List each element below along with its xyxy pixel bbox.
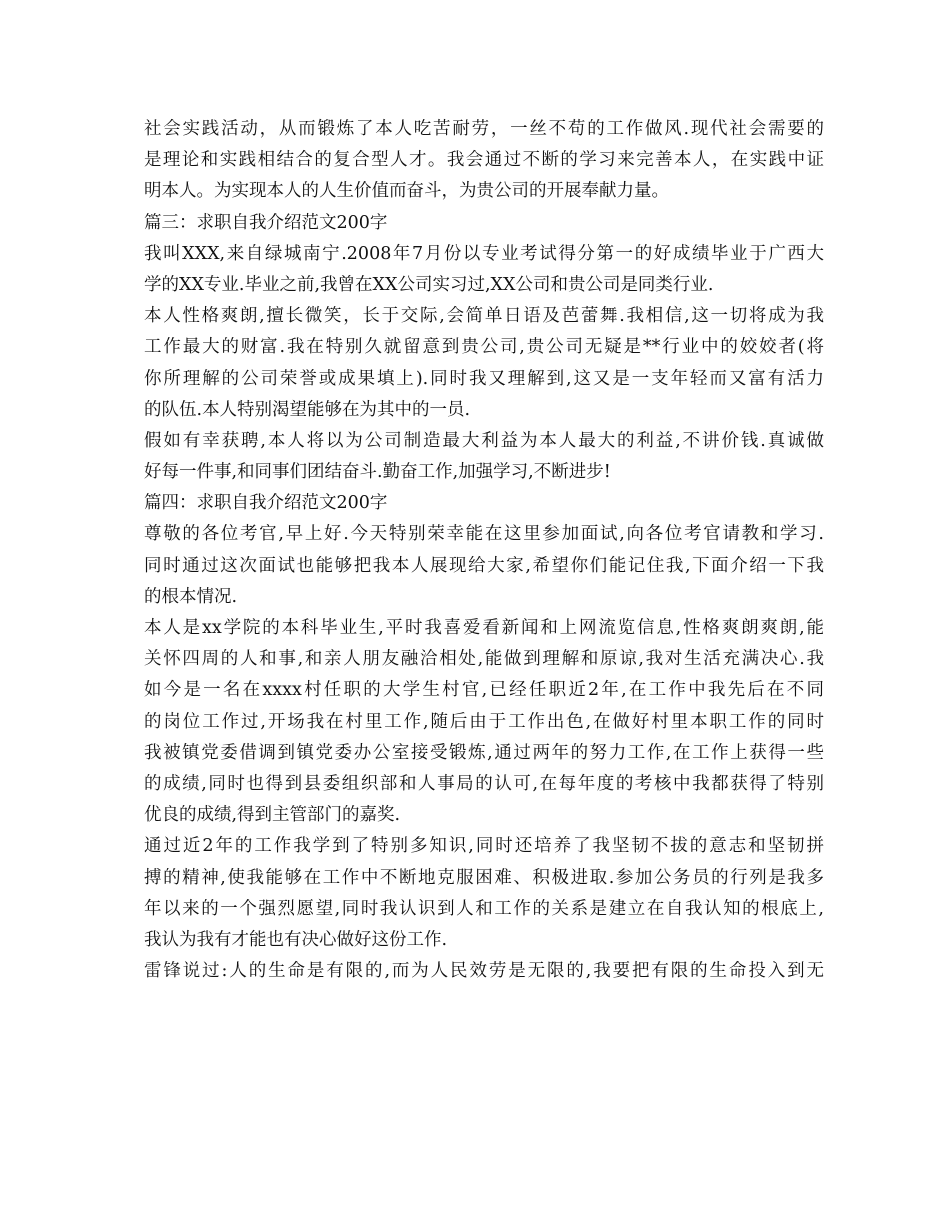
text-line: 社会实践活动，从而锻炼了本人吃苦耐劳，一丝不苟的工作做风.现代社会需要的 bbox=[144, 119, 824, 139]
text-line: 你所理解的公司荣誉或成果填上).同时我又理解到,这又是一支年轻而又富有活力 bbox=[144, 368, 824, 389]
text-line: 如今是一名在xxxx村任职的大学生村官,已经任职近2年,在工作中我先后在不同 bbox=[144, 680, 824, 701]
text-line: 雷锋说过:人的生命是有限的,而为人民效劳是无限的,我要把有限的生命投入到无 bbox=[144, 961, 824, 982]
text-line: 通过近2年的工作我学到了特别多知识,同时还培养了我坚韧不拔的意志和坚韧拼 bbox=[144, 836, 824, 857]
text-line: 篇三：求职自我介绍范文200字 bbox=[144, 212, 388, 233]
text-line: 是理论和实践相结合的复合型人才。我会通过不断的学习来完善本人，在实践中证 bbox=[144, 150, 824, 171]
text-line: 篇四：求职自我介绍范文200字 bbox=[144, 493, 388, 514]
text-line: 本人性格爽朗,擅长微笑，长于交际,会简单日语及芭蕾舞.我相信,这一切将成为我 bbox=[144, 306, 824, 327]
document-body bbox=[144, 114, 824, 987]
text-line: 我认为我有才能也有决心做好这份工作. bbox=[144, 929, 448, 950]
text-line: 好每一件事,和同事们团结奋斗.勤奋工作,加强学习,不断进步! bbox=[144, 462, 611, 483]
text-line: 的队伍.本人特别渴望能够在为其中的一员. bbox=[144, 399, 471, 420]
text-line: 优良的成绩,得到主管部门的嘉奖. bbox=[144, 805, 401, 826]
text-line: 学的XX专业.毕业之前,我曾在XX公司实习过,XX公司和贵公司是同类行业. bbox=[144, 274, 714, 295]
text-line: 年以来的一个强烈愿望,同时我认识到人和工作的关系是建立在自我认知的根底上, bbox=[144, 898, 824, 919]
text-line: 搏的精神,使我能够在工作中不断地克服困难、积极进取.参加公务员的行列是我多 bbox=[144, 867, 824, 888]
text-line: 的岗位工作过,开场我在村里工作,随后由于工作出色,在做好村里本职工作的同时 bbox=[144, 711, 824, 732]
text-line: 我被镇党委借调到镇党委办公室接受锻炼,通过两年的努力工作,在工作上获得一些 bbox=[144, 742, 824, 763]
text-line: 同时通过这次面试也能够把我本人展现给大家,希望你们能记住我,下面介绍一下我 bbox=[144, 555, 824, 576]
text-line: 尊敬的各位考官,早上好.今天特别荣幸能在这里参加面试,向各位考官请教和学习. bbox=[144, 524, 824, 545]
text-line: 我叫XXX,来自绿城南宁.2008年7月份以专业考试得分第一的好成绩毕业于广西大 bbox=[144, 243, 824, 264]
text-line: 本人是xx学院的本科毕业生,平时我喜爱看新闻和上网流览信息,性格爽朗爽朗,能 bbox=[144, 618, 824, 638]
text-line: 明本人。为实现本人的人生价值而奋斗，为贵公司的开展奉献力量。 bbox=[144, 181, 669, 202]
text-line: 的根本情况. bbox=[144, 586, 238, 607]
text-line: 工作最大的财富.我在特别久就留意到贵公司,贵公司无疑是**行业中的姣姣者(将 bbox=[144, 337, 824, 358]
text-line: 关怀四周的人和事,和亲人朋友融洽相处,能做到理解和原谅,我对生活充满决心.我 bbox=[144, 649, 824, 670]
text-line: 的成绩,同时也得到县委组织部和人事局的认可,在每年度的考核中我都获得了特别 bbox=[144, 773, 824, 794]
text-line: 假如有幸获聘,本人将以为公司制造最大利益为本人最大的利益,不讲价钱.真诚做 bbox=[144, 430, 824, 451]
